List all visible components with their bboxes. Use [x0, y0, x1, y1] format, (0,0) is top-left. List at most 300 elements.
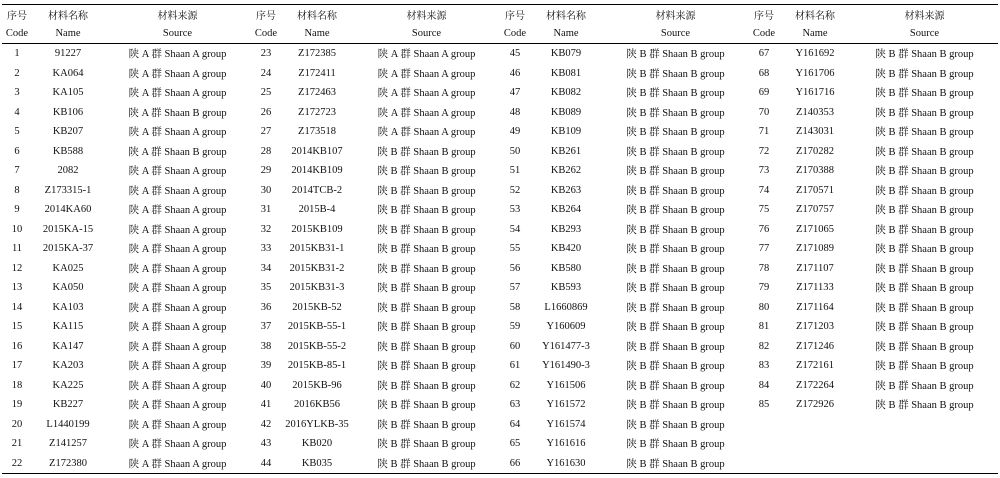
source-cell: 陕 B 群 Shaan B group	[377, 283, 476, 295]
name-cell	[779, 415, 851, 435]
name-cell: Z141257	[49, 438, 87, 450]
table-header	[2, 5, 998, 44]
name-cell: Z170571	[796, 184, 834, 196]
name-cell: 2015KB-52	[292, 301, 342, 313]
source-cell: 陕 B 群 Shaan B group	[875, 166, 974, 178]
code-cell: 62	[509, 379, 521, 391]
source-cell: 陕 A 群 Shaan A group	[377, 107, 476, 119]
name-cell: 2015B-4	[298, 204, 336, 216]
code-cell: 78	[758, 262, 770, 274]
header-code-en: Code	[2, 24, 32, 44]
name-cell: KA050	[52, 282, 84, 294]
name-cell: 2015KB-96	[292, 379, 342, 391]
name-cell: KB593	[550, 282, 582, 294]
name-cell: 2015KB-85-1	[287, 360, 347, 372]
name-cell: KB020	[301, 438, 333, 450]
header-source-en: Source	[851, 24, 998, 44]
source-cell: 陕 B 群 Shaan B group	[602, 454, 749, 474]
source-cell: 陕 A 群 Shaan A group	[128, 439, 227, 451]
code-cell: 13	[11, 282, 23, 294]
source-cell: 陕 A 群 Shaan A group	[128, 263, 227, 275]
source-cell: 陕 B 群 Shaan B group	[626, 49, 725, 61]
code-cell: 10	[11, 223, 23, 235]
source-cell: 陕 B 群 Shaan B group	[626, 107, 725, 119]
name-cell: Z172723	[298, 106, 336, 118]
code-cell: 6	[14, 145, 20, 157]
code-cell: 55	[509, 243, 521, 255]
source-cell: 陕 A 群 Shaan B group	[128, 146, 227, 158]
table-row	[2, 122, 998, 142]
code-cell: 59	[509, 321, 521, 333]
code-cell: 44	[251, 454, 281, 474]
header-name-en: Name	[32, 24, 104, 44]
table-row	[2, 142, 998, 162]
code-cell: 36	[260, 301, 272, 313]
name-cell: Y161574	[546, 418, 586, 430]
source-cell: 陕 B 群 Shaan B group	[875, 224, 974, 236]
table-row	[2, 434, 998, 454]
table-row	[2, 64, 998, 84]
code-cell: 51	[509, 165, 521, 177]
name-cell: 2015KA-15	[42, 223, 94, 235]
code-cell: 61	[509, 360, 521, 372]
source-cell: 陕 A 群 Shaan A group	[377, 49, 476, 61]
source-cell: 陕 B 群 Shaan B group	[626, 146, 725, 158]
table-row	[2, 259, 998, 279]
code-cell	[749, 434, 779, 454]
name-cell: KB580	[550, 262, 582, 274]
name-cell: Z170282	[796, 145, 834, 157]
code-cell: 35	[260, 282, 272, 294]
table-row	[2, 181, 998, 201]
header-name-zh: 材料名称	[779, 5, 851, 25]
code-cell: 84	[758, 379, 770, 391]
name-cell: KB420	[550, 243, 582, 255]
source-cell: 陕 A 群 Shaan A group	[128, 341, 227, 353]
source-cell: 陕 A 群 Shaan A group	[104, 454, 251, 474]
source-cell: 陕 B 群 Shaan B group	[875, 283, 974, 295]
code-cell: 79	[758, 282, 770, 294]
table-row	[2, 454, 998, 474]
code-cell: 27	[260, 126, 272, 138]
source-cell: 陕 B 群 Shaan B group	[626, 380, 725, 392]
code-cell: 3	[14, 87, 20, 99]
name-cell: KB262	[550, 165, 582, 177]
header-name-en: Name	[281, 24, 353, 44]
source-cell: 陕 B 群 Shaan B group	[353, 454, 500, 474]
name-cell: L1660869	[544, 301, 588, 313]
code-cell: 74	[758, 184, 770, 196]
name-cell: Z172411	[298, 67, 336, 79]
name-cell: Z172264	[796, 379, 834, 391]
name-cell: Z172380	[32, 454, 104, 474]
code-cell: 45	[509, 48, 521, 60]
source-cell: 陕 B 群 Shaan B group	[377, 146, 476, 158]
source-cell: 陕 A 群 Shaan A group	[128, 419, 227, 431]
table-row	[2, 356, 998, 376]
source-cell: 陕 A 群 Shaan A group	[128, 322, 227, 334]
name-cell: 2014KA60	[44, 204, 92, 216]
name-cell: Z173518	[298, 126, 336, 138]
name-cell: KB106	[52, 106, 84, 118]
name-cell: KB109	[550, 126, 582, 138]
name-cell: 2015KB31-3	[289, 282, 345, 294]
code-cell: 15	[11, 321, 23, 333]
source-cell: 陕 B 群 Shaan B group	[875, 400, 974, 412]
source-cell: 陕 B 群 Shaan B group	[377, 302, 476, 314]
code-cell: 37	[260, 321, 272, 333]
name-cell: 2014TCB-2	[291, 184, 343, 196]
code-cell: 18	[11, 379, 23, 391]
table-row	[2, 415, 998, 435]
name-cell: KB264	[550, 204, 582, 216]
name-cell: 2015KB-55-2	[287, 340, 347, 352]
code-cell: 75	[758, 204, 770, 216]
name-cell: Z170388	[796, 165, 834, 177]
source-cell: 陕 B 群 Shaan B group	[626, 166, 725, 178]
code-cell: 54	[509, 223, 521, 235]
code-cell: 69	[758, 87, 770, 99]
name-cell: KB079	[550, 48, 582, 60]
table-row	[2, 44, 998, 64]
source-cell: 陕 A 群 Shaan A group	[377, 68, 476, 80]
header-source-zh: 材料来源	[602, 5, 749, 25]
code-cell: 32	[260, 223, 272, 235]
header-source-en: Source	[602, 24, 749, 44]
code-cell: 1	[14, 48, 20, 60]
code-cell: 67	[758, 48, 770, 60]
name-cell: Z171065	[796, 223, 834, 235]
table-row	[2, 298, 998, 318]
source-cell: 陕 B 群 Shaan B group	[875, 322, 974, 334]
name-cell: Z143031	[796, 126, 834, 138]
code-cell: 34	[260, 262, 272, 274]
table-row	[2, 103, 998, 123]
code-cell: 81	[758, 321, 770, 333]
code-cell: 63	[509, 399, 521, 411]
code-cell: 25	[260, 87, 272, 99]
name-cell: 2015KB109	[291, 223, 343, 235]
source-cell: 陕 B 群 Shaan B group	[626, 68, 725, 80]
name-cell	[779, 434, 851, 454]
name-cell: KA115	[52, 321, 84, 333]
name-cell: Z172463	[298, 87, 336, 99]
source-cell: 陕 B 群 Shaan B group	[377, 380, 476, 392]
code-cell: 83	[758, 360, 770, 372]
name-cell: KB082	[550, 87, 582, 99]
source-cell: 陕 A 群 Shaan A group	[128, 185, 227, 197]
code-cell: 76	[758, 223, 770, 235]
name-cell: Y161706	[795, 67, 835, 79]
source-cell: 陕 B 群 Shaan B group	[875, 88, 974, 100]
name-cell: 91227	[54, 48, 82, 60]
name-cell: Y160609	[546, 321, 586, 333]
source-cell: 陕 B 群 Shaan B group	[377, 341, 476, 353]
source-cell: 陕 B 群 Shaan B group	[377, 263, 476, 275]
name-cell: Z170757	[796, 204, 834, 216]
table-body	[2, 44, 998, 474]
source-cell: 陕 B 群 Shaan B group	[875, 68, 974, 80]
source-cell: 陕 A 群 Shaan B group	[128, 107, 227, 119]
code-cell: 33	[260, 243, 272, 255]
name-cell: Y161490-3	[542, 360, 590, 372]
name-cell: Z171133	[796, 282, 834, 294]
source-cell: 陕 B 群 Shaan B group	[377, 224, 476, 236]
name-cell: Z172385	[298, 48, 336, 60]
header-code-zh: 序号	[251, 5, 281, 25]
code-cell: 66	[500, 454, 530, 474]
header-code-zh: 序号	[749, 5, 779, 25]
code-cell: 42	[260, 418, 272, 430]
source-cell: 陕 A 群 Shaan A group	[128, 127, 227, 139]
code-cell	[749, 454, 779, 474]
header-source-en: Source	[353, 24, 500, 44]
source-cell	[851, 415, 998, 435]
name-cell: KA064	[52, 67, 84, 79]
name-cell: Z171203	[796, 321, 834, 333]
name-cell: 2014KB107	[291, 145, 343, 157]
code-cell: 52	[509, 184, 521, 196]
name-cell: 2015KB-55-1	[287, 321, 347, 333]
source-cell: 陕 B 群 Shaan B group	[377, 322, 476, 334]
header-code-en: Code	[749, 24, 779, 44]
code-cell: 39	[260, 360, 272, 372]
source-cell: 陕 A 群 Shaan A group	[128, 283, 227, 295]
source-cell: 陕 B 群 Shaan B group	[626, 439, 725, 451]
source-cell: 陕 B 群 Shaan B group	[626, 263, 725, 275]
code-cell: 41	[260, 399, 272, 411]
header-name-zh: 材料名称	[530, 5, 602, 25]
table-row	[2, 83, 998, 103]
source-cell: 陕 B 群 Shaan B group	[377, 166, 476, 178]
source-cell: 陕 A 群 Shaan A group	[128, 302, 227, 314]
code-cell: 48	[509, 106, 521, 118]
code-cell: 77	[758, 243, 770, 255]
code-cell	[749, 415, 779, 435]
name-cell: Y161506	[546, 379, 586, 391]
source-cell: 陕 B 群 Shaan B group	[626, 341, 725, 353]
source-cell: 陕 B 群 Shaan B group	[626, 419, 725, 431]
code-cell: 72	[758, 145, 770, 157]
name-cell: Y161572	[546, 399, 586, 411]
name-cell: Z171164	[796, 301, 834, 313]
source-cell: 陕 A 群 Shaan A group	[377, 88, 476, 100]
name-cell: KA147	[52, 340, 84, 352]
code-cell: 28	[260, 145, 272, 157]
code-cell: 65	[509, 438, 521, 450]
header-name-zh: 材料名称	[32, 5, 104, 25]
source-cell: 陕 B 群 Shaan B group	[875, 185, 974, 197]
code-cell: 9	[14, 204, 20, 216]
source-cell: 陕 A 群 Shaan A group	[128, 49, 227, 61]
name-cell: KB227	[52, 399, 84, 411]
code-cell: 57	[509, 282, 521, 294]
name-cell: Z172926	[796, 399, 834, 411]
name-cell: KB261	[550, 145, 582, 157]
source-cell: 陕 B 群 Shaan B group	[875, 205, 974, 217]
name-cell: KB293	[550, 223, 582, 235]
source-cell: 陕 B 群 Shaan B group	[626, 185, 725, 197]
source-cell: 陕 A 群 Shaan A group	[128, 244, 227, 256]
name-cell: Y161716	[795, 87, 835, 99]
code-cell: 56	[509, 262, 521, 274]
code-cell: 23	[260, 48, 272, 60]
source-cell: 陕 B 群 Shaan B group	[626, 400, 725, 412]
source-cell: 陕 A 群 Shaan A group	[128, 380, 227, 392]
name-cell: 2015KB31-1	[289, 243, 345, 255]
name-cell: Y161616	[546, 438, 586, 450]
name-cell: Z171107	[796, 262, 834, 274]
source-cell: 陕 B 群 Shaan B group	[377, 419, 476, 431]
table-row	[2, 220, 998, 240]
name-cell: KB081	[550, 67, 582, 79]
name-cell: 2015KA-37	[42, 243, 94, 255]
code-cell: 20	[11, 418, 23, 430]
name-cell: 2014KB109	[291, 165, 343, 177]
code-cell: 4	[14, 106, 20, 118]
code-cell: 40	[260, 379, 272, 391]
source-cell: 陕 B 群 Shaan B group	[377, 439, 476, 451]
header-source-zh: 材料来源	[353, 5, 500, 25]
code-cell: 80	[758, 301, 770, 313]
header-source-zh: 材料来源	[104, 5, 251, 25]
code-cell: 24	[260, 67, 272, 79]
source-cell: 陕 A 群 Shaan A group	[128, 88, 227, 100]
source-cell: 陕 B 群 Shaan B group	[875, 127, 974, 139]
name-cell: Y161630	[530, 454, 602, 474]
header-code-en: Code	[500, 24, 530, 44]
code-cell: 17	[11, 360, 23, 372]
source-cell: 陕 B 群 Shaan B group	[377, 185, 476, 197]
source-cell: 陕 A 群 Shaan A group	[128, 68, 227, 80]
source-cell: 陕 B 群 Shaan B group	[626, 224, 725, 236]
source-cell: 陕 A 群 Shaan A group	[377, 127, 476, 139]
table-row	[2, 278, 998, 298]
source-cell: 陕 B 群 Shaan B group	[875, 244, 974, 256]
source-cell: 陕 B 群 Shaan B group	[626, 322, 725, 334]
table-row	[2, 317, 998, 337]
source-cell: 陕 A 群 Shaan A group	[128, 224, 227, 236]
header-name-zh: 材料名称	[281, 5, 353, 25]
table-row	[2, 337, 998, 357]
name-cell: Y161692	[795, 48, 835, 60]
header-name-en: Name	[530, 24, 602, 44]
name-cell: KB263	[550, 184, 582, 196]
source-cell	[851, 454, 998, 474]
code-cell: 2	[14, 67, 20, 79]
code-cell: 64	[509, 418, 521, 430]
header-code-zh: 序号	[2, 5, 32, 25]
name-cell: Y161477-3	[542, 340, 590, 352]
header-name-en: Name	[779, 24, 851, 44]
code-cell: 7	[14, 165, 20, 177]
source-cell: 陕 B 群 Shaan B group	[875, 263, 974, 275]
name-cell: Z172161	[796, 360, 834, 372]
source-cell: 陕 B 群 Shaan B group	[626, 205, 725, 217]
source-cell: 陕 B 群 Shaan B group	[875, 107, 974, 119]
code-cell: 31	[260, 204, 272, 216]
name-cell: Z171246	[796, 340, 834, 352]
source-cell: 陕 B 群 Shaan B group	[875, 49, 974, 61]
name-cell: 2016YLKB-35	[285, 418, 349, 430]
code-cell: 50	[509, 145, 521, 157]
code-cell: 58	[509, 301, 521, 313]
source-cell: 陕 B 群 Shaan B group	[875, 361, 974, 373]
code-cell: 19	[11, 399, 23, 411]
material-table	[2, 4, 998, 474]
code-cell: 68	[758, 67, 770, 79]
table-row	[2, 200, 998, 220]
name-cell: KA103	[52, 301, 84, 313]
name-cell	[779, 454, 851, 474]
code-cell: 70	[758, 106, 770, 118]
code-cell: 53	[509, 204, 521, 216]
code-cell: 16	[11, 340, 23, 352]
name-cell: 2016KB56	[293, 399, 341, 411]
source-cell: 陕 B 群 Shaan B group	[377, 400, 476, 412]
header-code-zh: 序号	[500, 5, 530, 25]
source-cell: 陕 A 群 Shaan A group	[128, 205, 227, 217]
code-cell: 82	[758, 340, 770, 352]
code-cell: 29	[260, 165, 272, 177]
source-cell: 陕 A 群 Shaan A group	[128, 361, 227, 373]
table-row	[2, 161, 998, 181]
code-cell: 43	[260, 438, 272, 450]
code-cell: 8	[14, 184, 20, 196]
code-cell: 12	[11, 262, 23, 274]
code-cell: 22	[2, 454, 32, 474]
code-cell: 73	[758, 165, 770, 177]
code-cell: 11	[11, 243, 23, 255]
source-cell: 陕 B 群 Shaan B group	[626, 127, 725, 139]
source-cell: 陕 B 群 Shaan B group	[875, 341, 974, 353]
name-cell: KB089	[550, 106, 582, 118]
code-cell: 26	[260, 106, 272, 118]
source-cell: 陕 B 群 Shaan B group	[875, 302, 974, 314]
name-cell: Z140353	[796, 106, 834, 118]
code-cell: 60	[509, 340, 521, 352]
table-row	[2, 376, 998, 396]
name-cell: KA105	[52, 87, 84, 99]
name-cell: 2015KB31-2	[289, 262, 345, 274]
source-cell: 陕 B 群 Shaan B group	[875, 146, 974, 158]
source-cell: 陕 B 群 Shaan B group	[875, 380, 974, 392]
code-cell: 46	[509, 67, 521, 79]
source-cell: 陕 B 群 Shaan B group	[626, 244, 725, 256]
code-cell: 21	[11, 438, 23, 450]
name-cell: L1440199	[46, 418, 90, 430]
source-cell: 陕 A 群 Shaan A group	[128, 166, 227, 178]
name-cell: Z173315-1	[44, 184, 92, 196]
source-cell: 陕 B 群 Shaan B group	[626, 88, 725, 100]
code-cell: 71	[758, 126, 770, 138]
source-cell: 陕 B 群 Shaan B group	[377, 205, 476, 217]
source-cell: 陕 A 群 Shaan A group	[128, 400, 227, 412]
header-source-zh: 材料来源	[851, 5, 998, 25]
header-code-en: Code	[251, 24, 281, 44]
source-cell: 陕 B 群 Shaan B group	[626, 302, 725, 314]
name-cell: KB035	[281, 454, 353, 474]
source-cell: 陕 B 群 Shaan B group	[626, 361, 725, 373]
code-cell: 49	[509, 126, 521, 138]
name-cell: KA225	[52, 379, 84, 391]
source-cell: 陕 B 群 Shaan B group	[377, 244, 476, 256]
source-cell: 陕 B 群 Shaan B group	[377, 361, 476, 373]
name-cell: KA025	[52, 262, 84, 274]
code-cell: 14	[11, 301, 23, 313]
code-cell: 85	[758, 399, 770, 411]
code-cell: 30	[260, 184, 272, 196]
